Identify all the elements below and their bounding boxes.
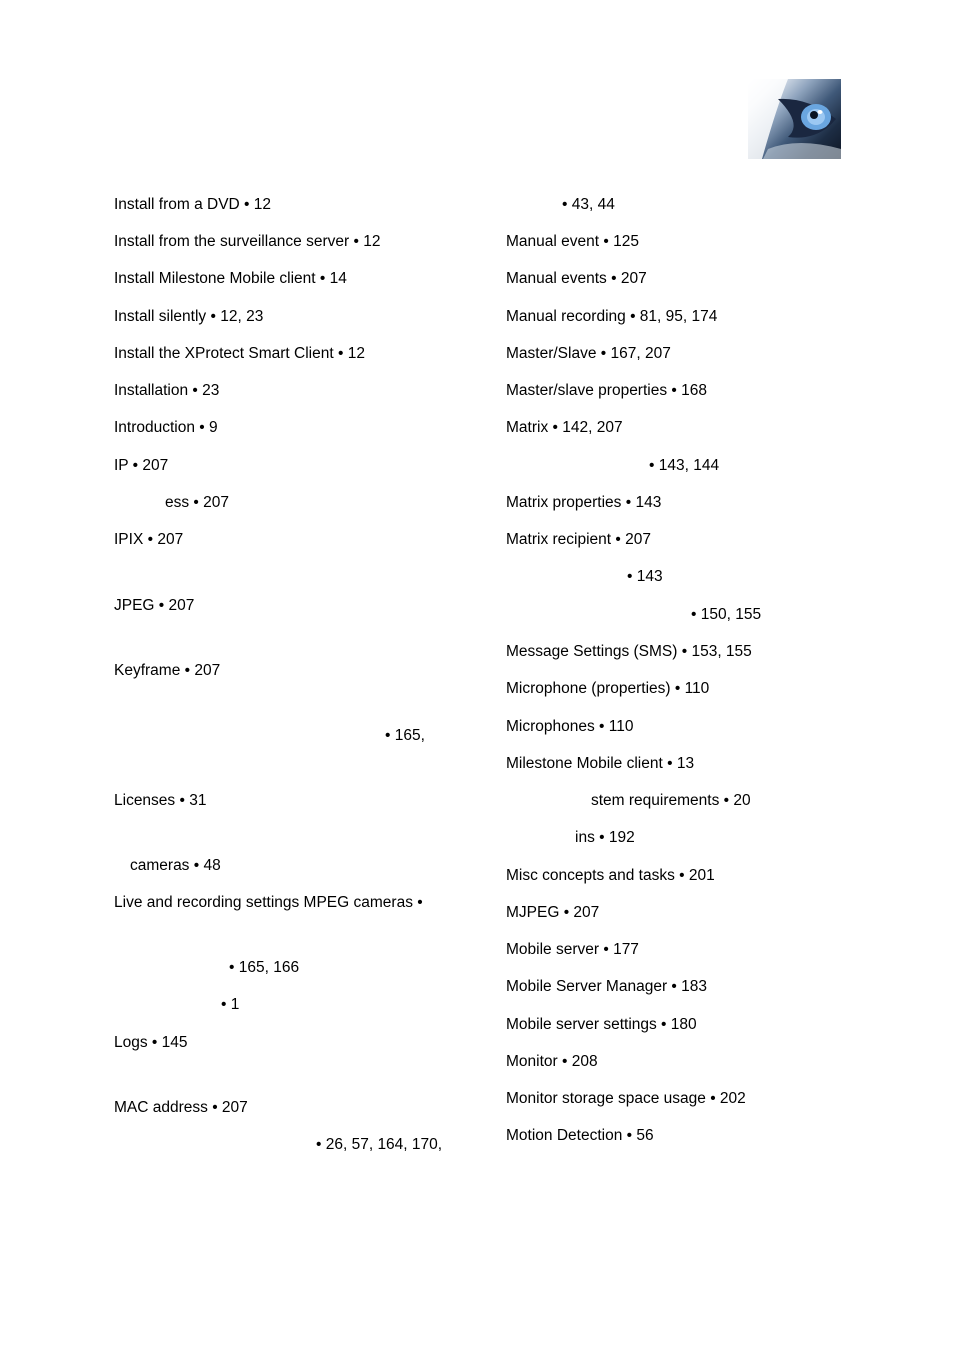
index-entry: Master/slave properties • 168: [506, 382, 707, 399]
index-entry: Matrix recipient • 207: [506, 531, 651, 548]
wolf-eye-logo: [748, 79, 841, 159]
index-entry: stem requirements • 20: [591, 792, 751, 809]
index-entry: Install Milestone Mobile client • 14: [114, 270, 347, 287]
index-entry: Live and recording settings MPEG cameras •: [114, 894, 423, 911]
index-entry: Motion Detection • 56: [506, 1127, 654, 1144]
index-entry: cameras • 48: [130, 857, 221, 874]
index-entry: Misc concepts and tasks • 201: [506, 867, 715, 884]
index-entry: • 26, 57, 164, 170,: [316, 1136, 443, 1153]
index-entry: Message Settings (SMS) • 153, 155: [506, 643, 752, 660]
index-entry: Mobile server • 177: [506, 941, 639, 958]
index-entry: • 143: [627, 568, 663, 585]
index-entry: Mobile Server Manager • 183: [506, 978, 708, 995]
index-entry: Manual event • 125: [506, 233, 639, 250]
index-entry: Monitor • 208: [506, 1053, 598, 1070]
index-entry: Milestone Mobile client • 13: [506, 755, 695, 772]
index-entry: Master/Slave • 167, 207: [506, 345, 671, 362]
index-entry: Mobile server settings • 180: [506, 1016, 697, 1033]
index-entry: Licenses • 31: [114, 792, 207, 809]
index-entry: Microphone (properties) • 110: [506, 680, 710, 697]
index-entry: IP • 207: [114, 457, 169, 474]
index-entry: • 43, 44: [562, 196, 615, 213]
index-entry: • 165,: [385, 727, 425, 744]
index-entry: MJPEG • 207: [506, 904, 600, 921]
index-entry: Microphones • 110: [506, 718, 634, 735]
index-entry: • 143, 144: [649, 457, 720, 474]
index-entry: Install silently • 12, 23: [114, 308, 264, 325]
index-entry: Matrix properties • 143: [506, 494, 662, 511]
index-entry: Monitor storage space usage • 202: [506, 1090, 746, 1107]
index-entry: JPEG • 207: [114, 597, 195, 614]
index-entry: Install the XProtect Smart Client • 12: [114, 345, 365, 362]
index-entry: Keyframe • 207: [114, 662, 221, 679]
index-entry: Installation • 23: [114, 382, 220, 399]
index-entry: MAC address • 207: [114, 1099, 248, 1116]
index-entry: Introduction • 9: [114, 419, 218, 436]
index-entry: ins • 192: [575, 829, 635, 846]
index-entry: • 150, 155: [691, 606, 762, 623]
index-entry: Logs • 145: [114, 1034, 188, 1051]
index-entry: IPIX • 207: [114, 531, 184, 548]
index-entry: ess • 207: [165, 494, 230, 511]
index-entry: • 165, 166: [229, 959, 300, 976]
index-entry: Matrix • 142, 207: [506, 419, 623, 436]
index-entry: Install from a DVD • 12: [114, 196, 272, 213]
index-entry: Manual recording • 81, 95, 174: [506, 308, 718, 325]
index-entry: Install from the surveillance server • 12: [114, 233, 381, 250]
index-entry: • 1: [221, 996, 240, 1013]
index-entry: Manual events • 207: [506, 270, 647, 287]
